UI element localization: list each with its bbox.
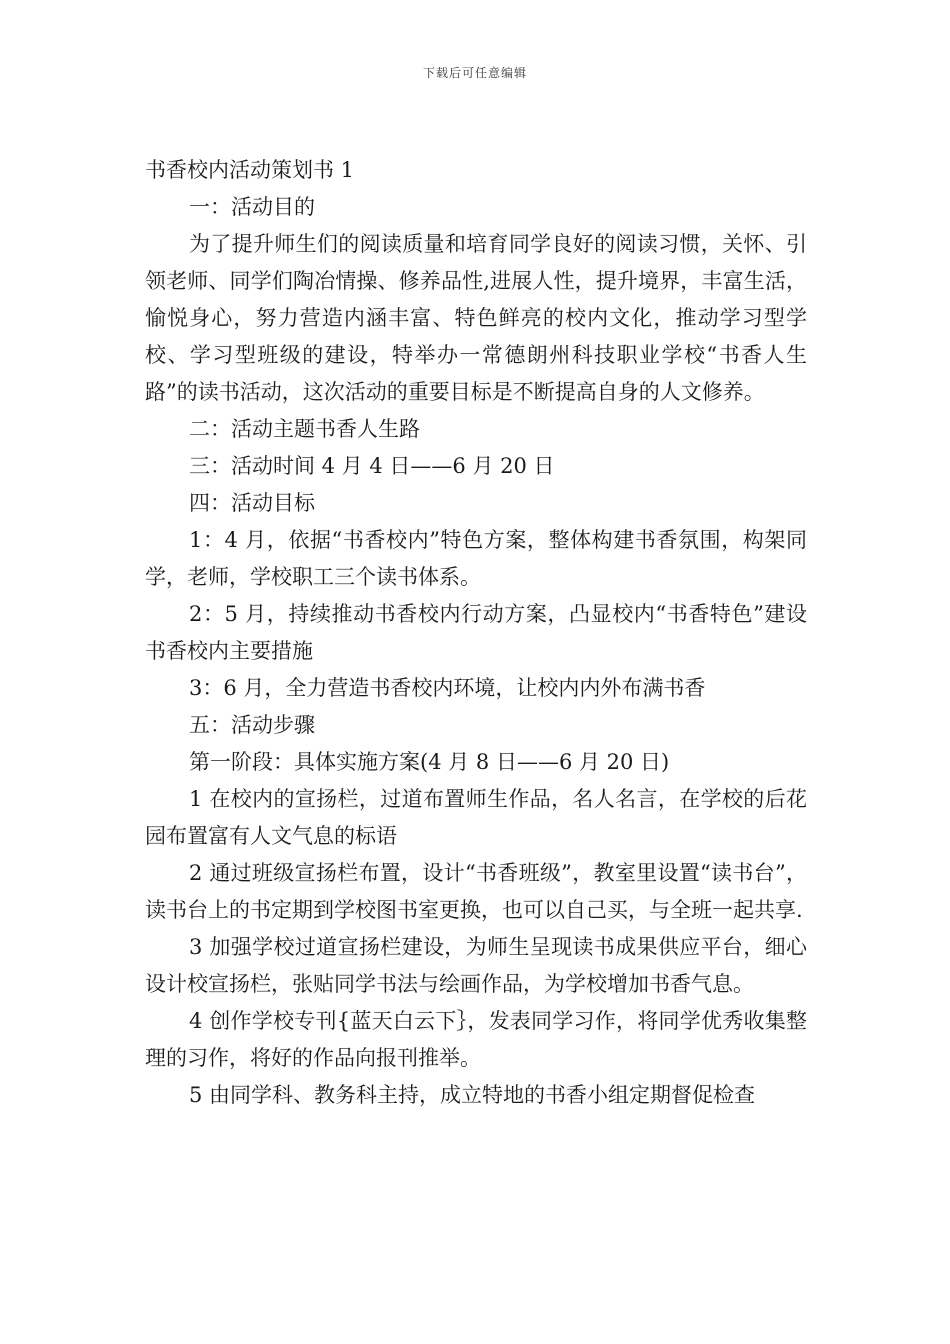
section-heading-time: 三：活动时间 4 月 4 日——6 月 20 日 [189, 454, 555, 478]
paragraph-purpose-body: 为了提升师生们的阅读质量和培育同学良好的阅读习惯，关怀、引领老师、同学们陶冶情操、修养品性,进展人性，提升境界，丰富生活，愉悦身心，努力营造内涵丰富、特色鲜亮的校内文化，推动学习型学校、学习型班级的建设，特举办一常德朗州科技职业学校“书香人生路”的读书活动，这次活动的重要目标是不断提高自身的人文修养。 [145, 232, 807, 404]
step-item-5: 5 由同学科、教务科主持，成立特地的书香小组定期督促检查 [189, 1083, 756, 1107]
page-header-note: 下载后可任意编辑 [422, 66, 527, 80]
goal-item-3: 3：6 月，全力营造书香校内环境，让校内内外布满书香 [189, 676, 706, 700]
section-heading-theme: 二：活动主题书香人生路 [189, 417, 420, 441]
step-item-1: 1 在校内的宣扬栏，过道布置师生作品，名人名言，在学校的后花园布置富有人文气息的标语 [145, 787, 807, 848]
section-heading-steps: 五：活动步骤 [189, 713, 315, 737]
goal-item-1: 1：4 月，依据“书香校内”特色方案，整体构建书香氛围，构架同学，老师，学校职工三个读书体系。 [145, 528, 807, 589]
document-body [145, 152, 807, 1114]
step-item-2: 2 通过班级宣扬栏布置，设计“书香班级”，教室里设置“读书台”，读书台上的书定期到学校图书室更换，也可以自己买，与全班一起共享. [145, 861, 807, 922]
goal-item-2: 2：5 月，持续推动书香校内行动方案，凸显校内“书香特色”建设书香校内主要措施 [145, 602, 807, 663]
step-item-3: 3 加强学校过道宣扬栏建设，为师生呈现读书成果供应平台，细心设计校宣扬栏，张贴同学书法与绘画作品，为学校增加书香气息。 [145, 935, 807, 996]
section-heading-purpose: 一：活动目的 [189, 195, 315, 219]
step-item-4: 4 创作学校专刊{蓝天白云下｝，发表同学习作，将同学优秀收集整理的习作，将好的作品向报刊推举。 [145, 1009, 807, 1070]
section-heading-goals: 四：活动目标 [189, 491, 315, 515]
stage-one-heading: 第一阶段：具体实施方案(4 月 8 日——6 月 20 日) [189, 750, 670, 774]
document-title: 书香校内活动策划书 1 [145, 158, 355, 182]
